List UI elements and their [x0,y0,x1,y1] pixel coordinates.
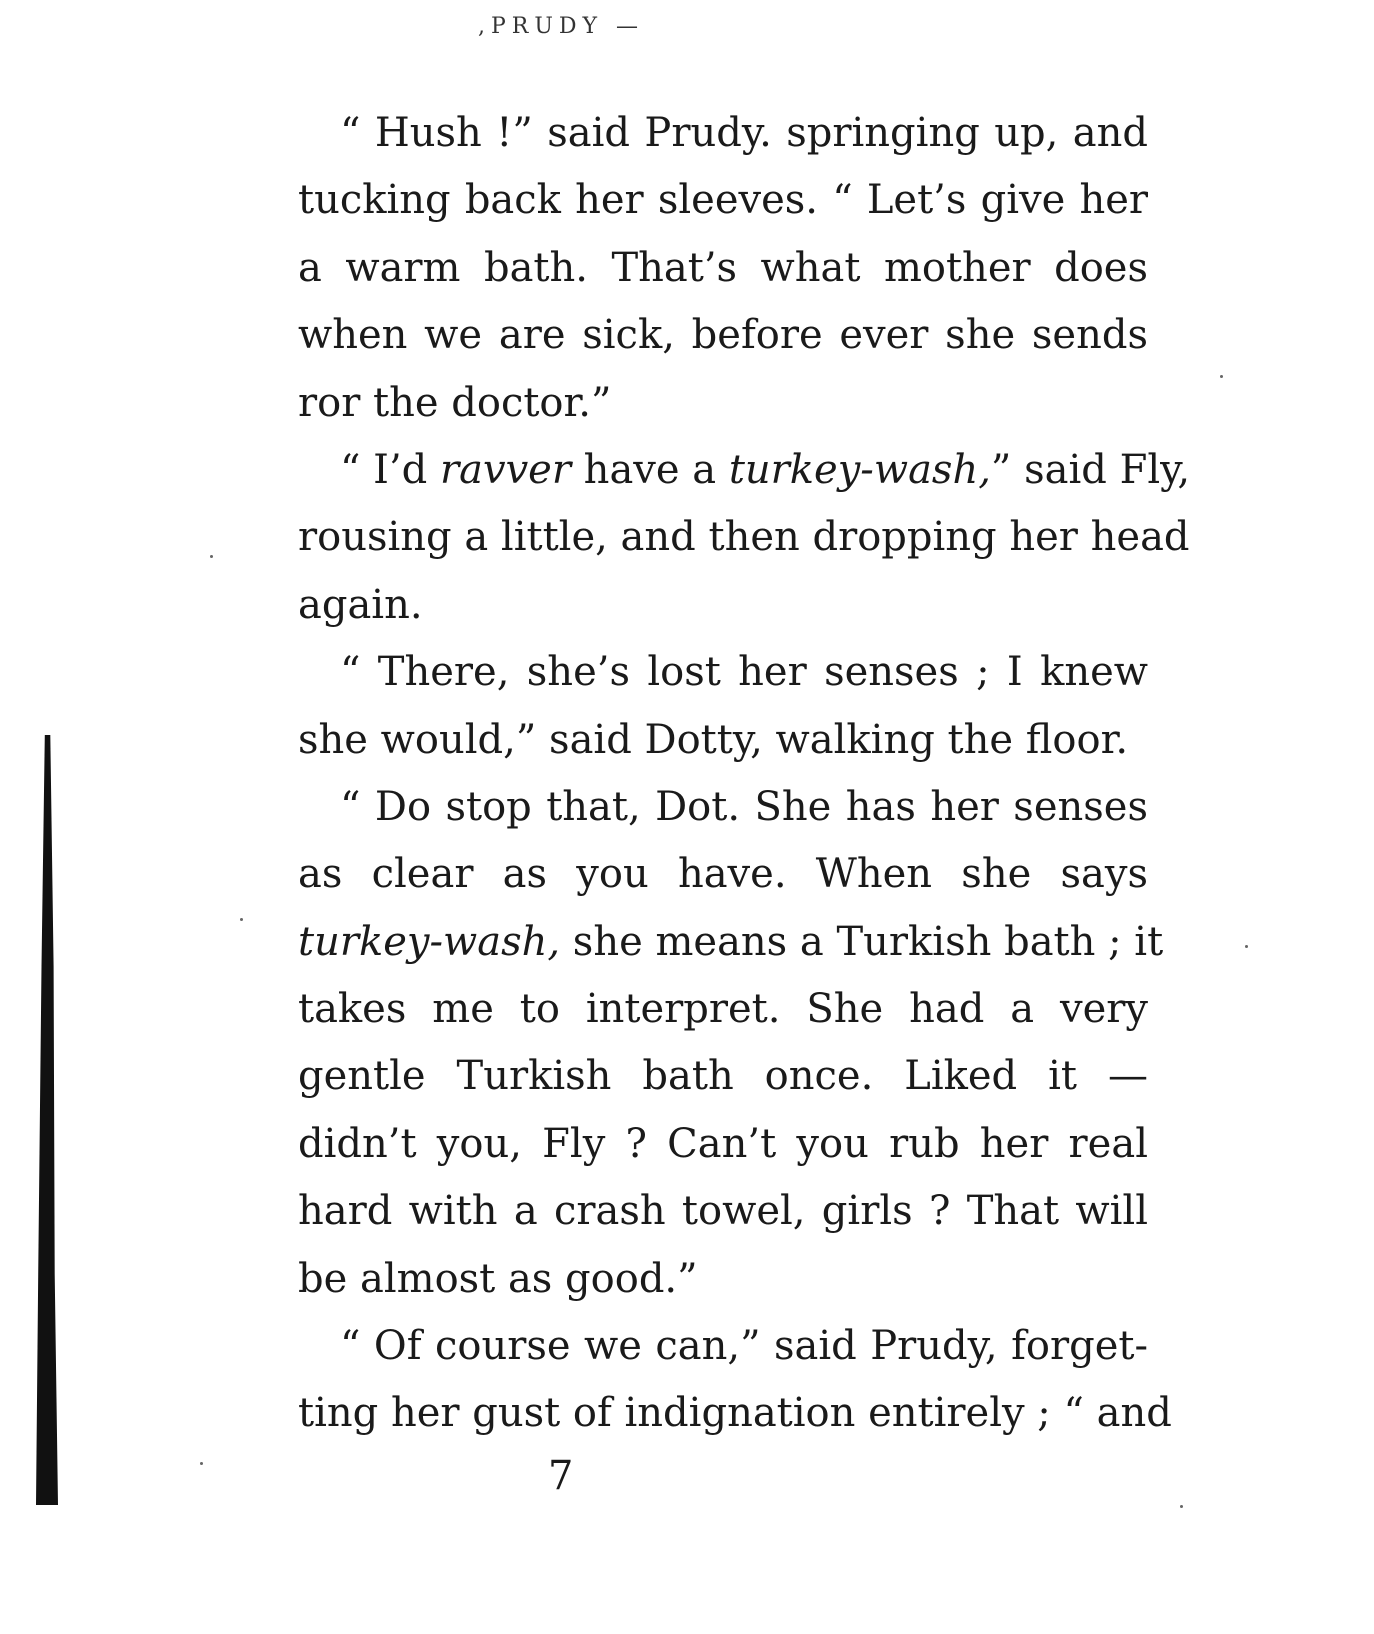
text-run: a warm bath. That’s what mother does [298,244,1148,291]
text-line [298,976,1148,1043]
text-line [298,774,1148,841]
text-run: takes me to interpret. She had a very [298,986,1148,1033]
scan-speck [1220,375,1223,378]
text-run: she would,” said Dotty, walking the floor. [298,716,1129,763]
text-line [298,100,1148,167]
body-text [298,100,1191,1448]
text-run: ” said Fly, [990,446,1191,493]
italic-word: ravver [440,446,571,493]
scan-speck [210,555,213,558]
scan-speck [1245,945,1248,948]
italic-word: turkey-wash, [298,918,561,965]
text-run: she means a Turkish bath ; it [560,918,1164,965]
text-line [298,437,1191,504]
scan-speck [1180,1505,1183,1508]
text-run: again. [298,581,423,628]
text-run: ror the doctor.” [298,379,612,426]
text-line [298,707,1148,774]
text-line [298,235,1148,302]
text-line [298,302,1148,369]
text-line [298,841,1148,908]
text-line [298,1178,1148,1245]
text-run: be almost as good.” [298,1255,698,1302]
text-run: tucking back her sleeves. “ Let’s give her [298,177,1148,224]
text-line [298,909,1164,976]
text-run: hard with a crash towel, girls ? That will [298,1188,1148,1235]
text-line [298,1380,1172,1447]
text-run: gentle Turkish bath once. Liked it — [298,1053,1148,1100]
text-line [298,370,1148,437]
text-run: “ I’d [340,446,440,493]
scan-speck [240,918,243,921]
italic-word: turkey-wash, [728,446,991,493]
page-number: 7 [548,1453,574,1499]
text-run: “ Hush !” said Prudy. springing up, and [340,110,1148,156]
text-line [298,1043,1148,1110]
text-line [298,504,1190,571]
text-run: didn’t you, Fly ? Can’t you rub her real [298,1120,1148,1167]
text-line [298,1246,1148,1313]
text-run: rousing a little, and then dropping her head [298,514,1190,561]
text-run: “ Of course we can,” said Prudy, forget- [340,1323,1148,1370]
scan-speck [200,1462,203,1465]
text-line [298,167,1148,234]
text-run: when we are sick, before ever she sends [298,312,1148,359]
text-run: ting her gust of indignation entirely ; “ and [298,1390,1172,1437]
text-run: as clear as you have. When she says [298,851,1148,898]
text-run: “ Do stop that, Dot. She has her senses [340,783,1148,830]
text-line [298,1111,1148,1178]
text-line [298,572,1148,639]
text-line [298,1313,1148,1380]
text-line [298,639,1148,706]
binding-shadow [36,735,58,1505]
text-run: have a [570,446,729,493]
text-run: “ There, she’s lost her senses ; I knew [340,649,1148,696]
running-head: ,PRUDY — [478,14,645,39]
